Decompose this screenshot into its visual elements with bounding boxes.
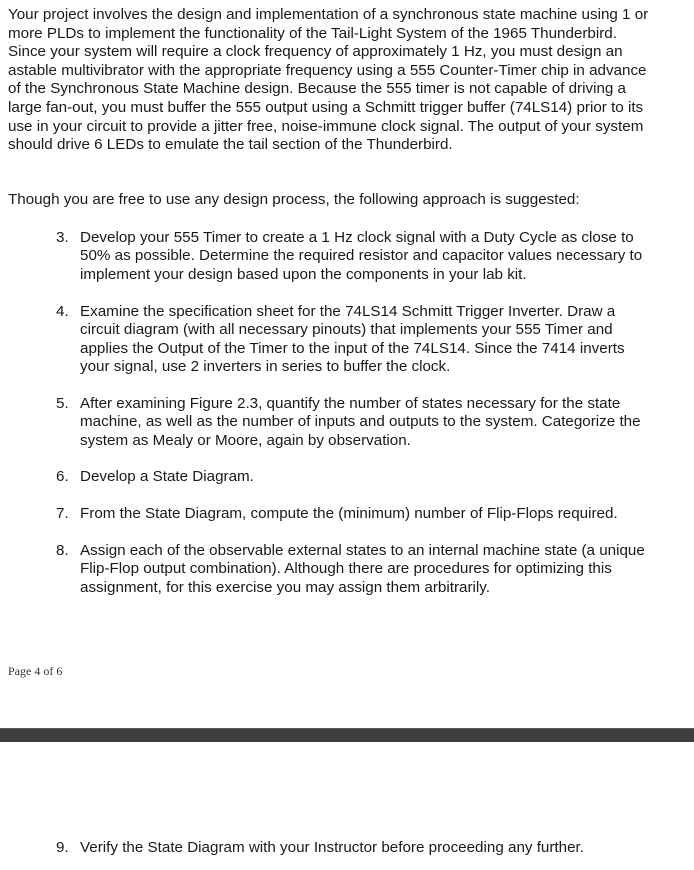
- step-number: 4.: [56, 303, 69, 320]
- step-text: Examine the specification sheet for the 74LS14 Schmitt Trigger Inverter. Draw a circuit diagram (with all necessary pinouts) that implements your 555 Timer and applies the Output of the Timer to the input of the 74LS14. Since the 7414 inverts your signal, use 2 inverters in series to buffer the clock.: [80, 303, 625, 376]
- step-number: 3.: [56, 229, 69, 246]
- step-item: [56, 542, 656, 597]
- step-item: [56, 839, 656, 857]
- step-number: 8.: [56, 542, 69, 559]
- page-separator: [0, 728, 694, 743]
- step-item: [56, 303, 656, 377]
- step-text: Verify the State Diagram with your Instructor before proceeding any further.: [80, 839, 584, 856]
- step-number: 6.: [56, 468, 69, 485]
- step-item: [56, 395, 656, 450]
- step-number: 9.: [56, 839, 69, 856]
- step-number: 7.: [56, 505, 69, 522]
- step-text: Develop a State Diagram.: [80, 468, 254, 485]
- approach-paragraph: Though you are free to use any design process, the following approach is suggested:: [8, 191, 580, 208]
- intro-paragraph: Your project involves the design and implementation of a synchronous state machine using 1 or more PLDs to implement the functionality of the Tail-Light System of the 1965 Thunderbird. Since your system will require a clock frequency of approximately 1 Hz, you must design an astable multivibrator with the appropriate frequency using a 555 Counter-Timer chip in advance of the Synchronous State Machine design. Because the 555 timer is not capable of driving a large fan-out, you must buffer the 555 output using a Schmitt trigger buffer (74LS14) prior to its use in your circuit to provide a jitter free, noise-immune clock signal. The output of your system should drive 6 LEDs to emulate the tail section of the Thunderbird.: [8, 6, 649, 154]
- step-text: After examining Figure 2.3, quantify the number of states necessary for the state machine, as well as the number of inputs and outputs to the system. Categorize the system as Mealy or Moore, again by observation.: [80, 395, 641, 449]
- step-text: Assign each of the observable external states to an internal machine state (a unique Flip-Flop output combination). Although there are procedures for optimizing this assignment, for this exercise you may assign them arbitrarily.: [80, 542, 645, 596]
- next-document-page: [0, 742, 694, 870]
- step-item: [56, 229, 656, 284]
- step-item: [56, 468, 656, 486]
- step-item: [56, 505, 656, 523]
- page-number-label: Page 4 of 6: [8, 664, 63, 678]
- step-number: 5.: [56, 395, 69, 412]
- step-text: Develop your 555 Timer to create a 1 Hz clock signal with a Duty Cycle as close to 50% as possible. Determine the required resistor and capacitor values necessary to implement your design based upon the components in your lab kit.: [80, 229, 643, 283]
- step-text: From the State Diagram, compute the (minimum) number of Flip-Flops required.: [80, 505, 618, 522]
